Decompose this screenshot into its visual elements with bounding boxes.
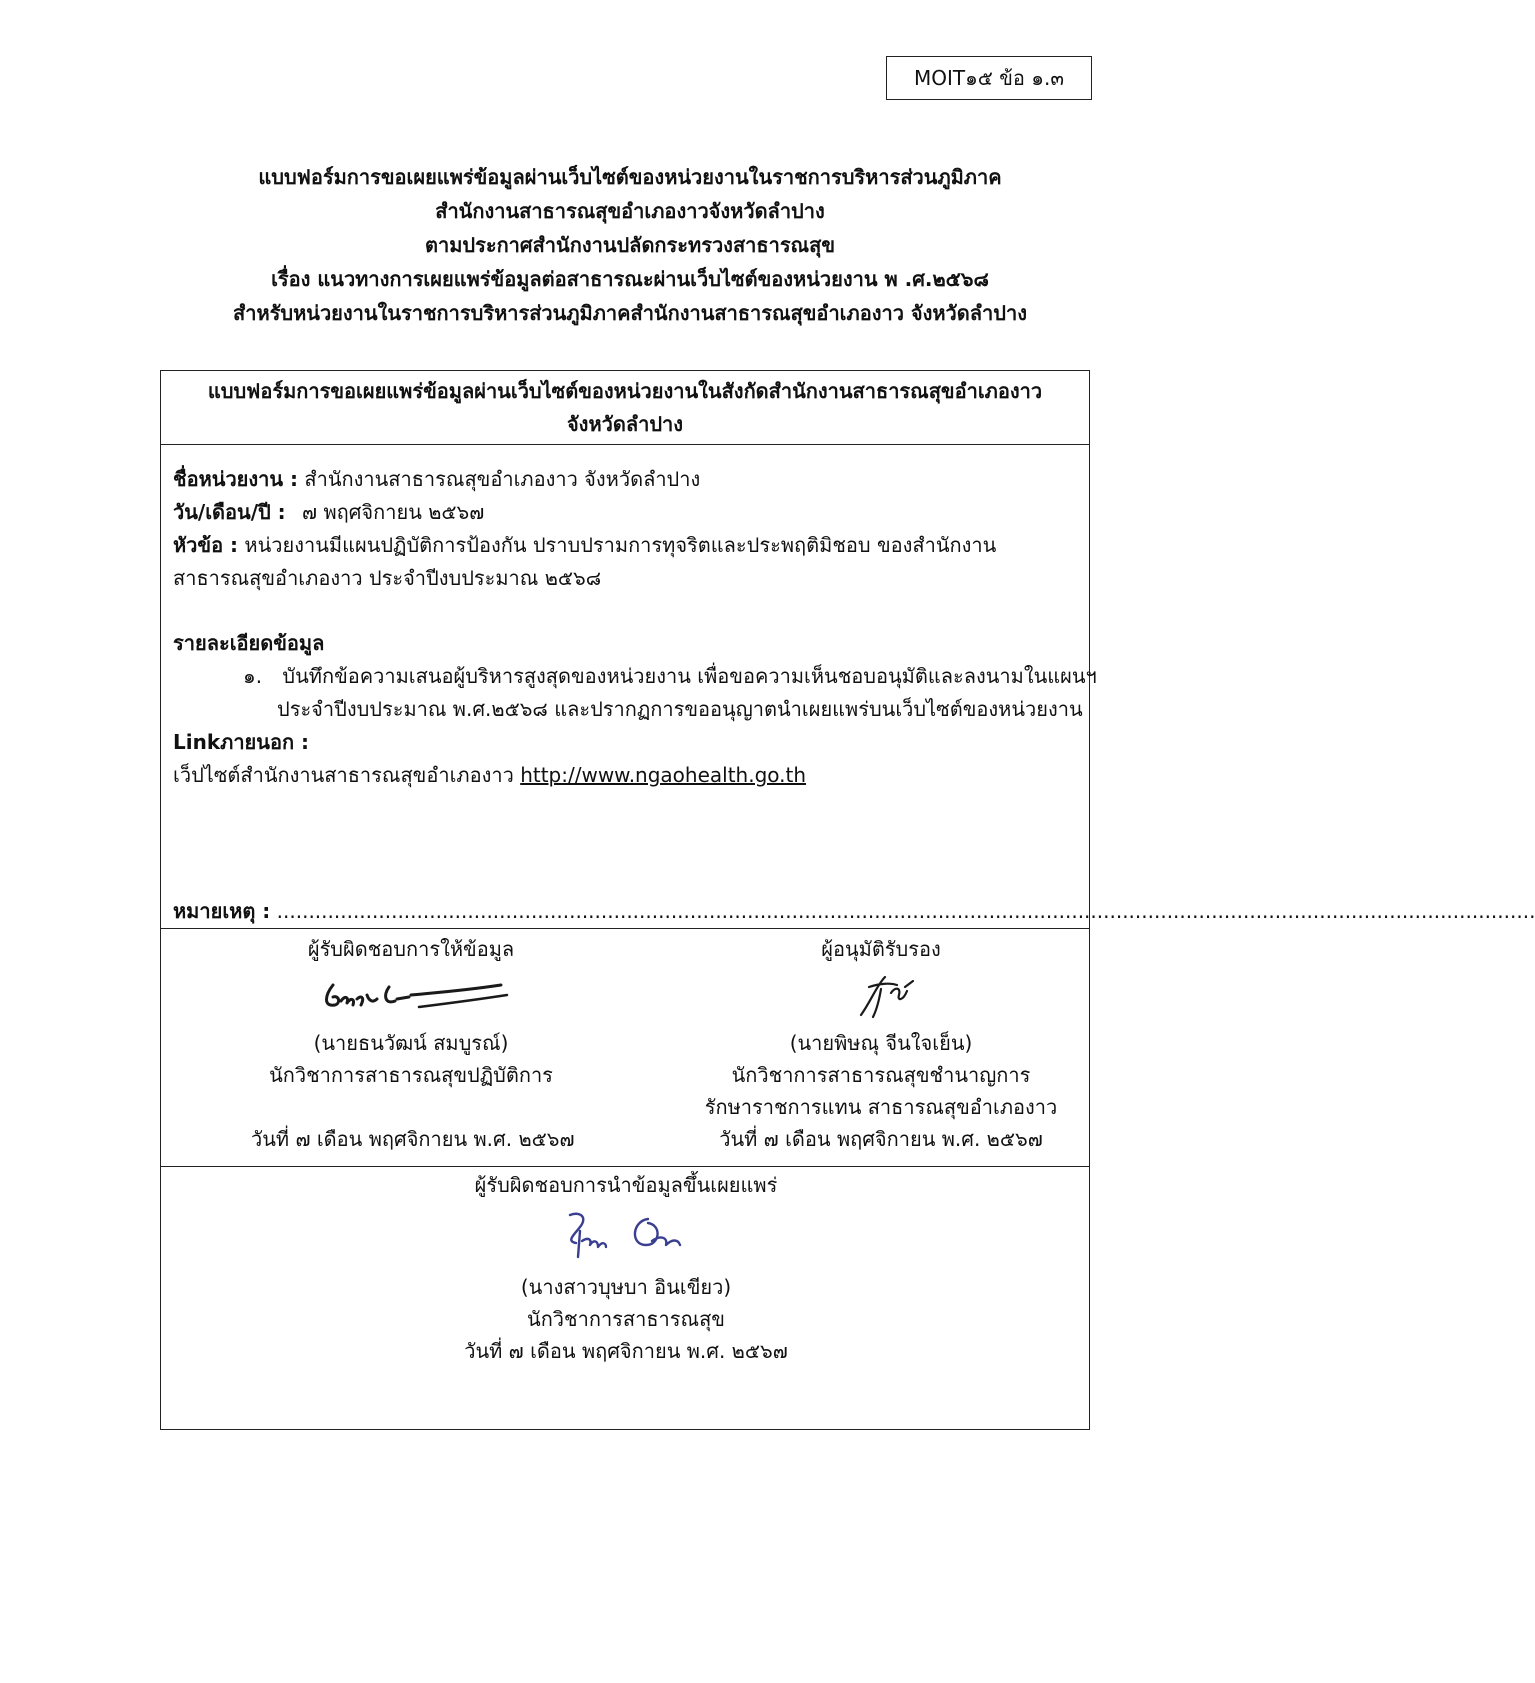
agency-row (173, 463, 1079, 496)
approver-date: วันที่ ๗ เดือน พฤศจิกายน พ.ศ. ๒๕๖๗ (719, 1127, 1043, 1151)
publisher-signature-block (376, 1169, 876, 1367)
link-text: เว็ปไซต์สำนักงานสาธารณสุขอำเภองาว (173, 763, 514, 787)
agency-label: ชื่อหน่วยงาน : (173, 467, 299, 491)
approver-acting: รักษาราชการแทน สาธารณสุขอำเภองาว (704, 1095, 1058, 1119)
notes-label: หมายเหตุ : (173, 899, 271, 923)
divider-publisher (161, 1166, 1089, 1167)
website-link[interactable]: http://www.ngaohealth.go.th (520, 763, 807, 787)
publisher-signature (536, 1201, 716, 1271)
publisher-date: วันที่ ๗ เดือน พฤศจิกายน พ.ศ. ๒๕๖๗ (464, 1339, 788, 1363)
publisher-position: นักวิชาการสาธารณสุข (527, 1307, 725, 1331)
notes-dots: ...................................................................................................................................................................................................... (276, 899, 1535, 923)
divider-notes (161, 928, 1089, 929)
header-line-3: ตามประกาศสำนักงานปลัดกระทรวงสาธารณสุข (424, 233, 835, 257)
approver-role: ผู้อนุมัติรับรอง (821, 937, 941, 961)
detail-item-line-1: บันทึกข้อความเสนอผู้บริหารสูงสุดของหน่วยงาน เพื่อขอความเห็นชอบอนุมัติและลงนามในแผนฯ (282, 664, 1097, 688)
document-header (100, 160, 1160, 330)
responsible-signature (311, 965, 511, 1027)
form-title-line-2: จังหวัดลำปาง (566, 412, 684, 436)
form-info (173, 463, 1097, 792)
date-label: วัน/เดือน/ปี : (173, 500, 286, 524)
header-line-1: แบบฟอร์มการขอเผยแพร่ข้อมูลผ่านเว็บไซต์ของหน่วยงานในราชการบริหารส่วนภูมิภาค (258, 165, 1002, 189)
approver-position: นักวิชาการสาธารณสุขชำนาญการ (731, 1063, 1031, 1087)
responsible-role: ผู้รับผิดชอบการให้ข้อมูล (307, 937, 515, 961)
link-row (173, 759, 1079, 792)
link-label: Linkภายนอก : (173, 730, 310, 754)
responsible-position: นักวิชาการสาธารณสุขปฏิบัติการ (269, 1063, 553, 1087)
approver-signature (821, 965, 941, 1027)
responsible-date: วันที่ ๗ เดือน พฤศจิกายน พ.ศ. ๒๕๖๗ (251, 1127, 575, 1151)
subject-row (173, 529, 1079, 562)
responsible-signature-block (251, 933, 575, 1155)
date-value: ๗ พฤศจิกายน ๒๕๖๗ (302, 500, 485, 524)
date-row (173, 496, 1079, 529)
responsible-name: (นายธนวัฒน์ สมบูรณ์) (313, 1031, 509, 1055)
form-title (161, 371, 1089, 445)
subject-label: หัวข้อ : (173, 533, 239, 557)
publication-form (160, 370, 1535, 1430)
details-label: รายละเอียดข้อมูล (173, 631, 325, 655)
reference-code-box (886, 56, 1092, 100)
subject-line-2: สาธารณสุขอำเภองาว ประจำปีงบประมาณ ๒๕๖๘ (173, 566, 602, 590)
header-line-4: เรื่อง แนวทางการเผยแพร่ข้อมูลต่อสาธารณะผ่านเว็บไซต์ของหน่วยงาน พ .ศ.๒๕๖๘ (271, 267, 989, 291)
approver-name: (นายพิษณุ จีนใจเย็น) (789, 1031, 973, 1055)
detail-item-line-2: ประจำปีงบประมาณ พ.ศ.๒๕๖๘ และปรากฏการขออนุญาตนำเผยแพร่บนเว็บไซต์ของหน่วยงาน (277, 697, 1083, 721)
form-title-line-1: แบบฟอร์มการขอเผยแพร่ข้อมูลผ่านเว็บไซต์ของหน่วยงานในสังกัดสำนักงานสาธารณสุขอำเภองาว (207, 379, 1043, 403)
subject-line-1: หน่วยงานมีแผนปฏิบัติการป้องกัน ปราบปรามการทุจริตและประพฤติมิชอบ ของสำนักงาน (244, 533, 997, 557)
publisher-role: ผู้รับผิดชอบการนำข้อมูลขึ้นเผยแพร่ (474, 1173, 778, 1197)
notes-row (173, 895, 1535, 928)
publisher-name: (นางสาวบุษบา อินเขียว) (520, 1275, 732, 1299)
detail-item-number: ๑. (243, 664, 263, 688)
reference-code: MOIT๑๕ ข้อ ๑.๓ (913, 66, 1065, 90)
header-line-5: สำหรับหน่วยงานในราชการบริหารส่วนภูมิภาคสำนักงานสาธารณสุขอำเภองาว จังหวัดลำปาง (233, 301, 1027, 325)
header-line-2: สำนักงานสาธารณสุขอำเภองาวจังหวัดลำปาง (435, 199, 825, 223)
agency-value: สำนักงานสาธารณสุขอำเภองาว จังหวัดลำปาง (304, 467, 701, 491)
approver-signature-block (691, 933, 1071, 1155)
detail-item-1 (173, 660, 1097, 693)
